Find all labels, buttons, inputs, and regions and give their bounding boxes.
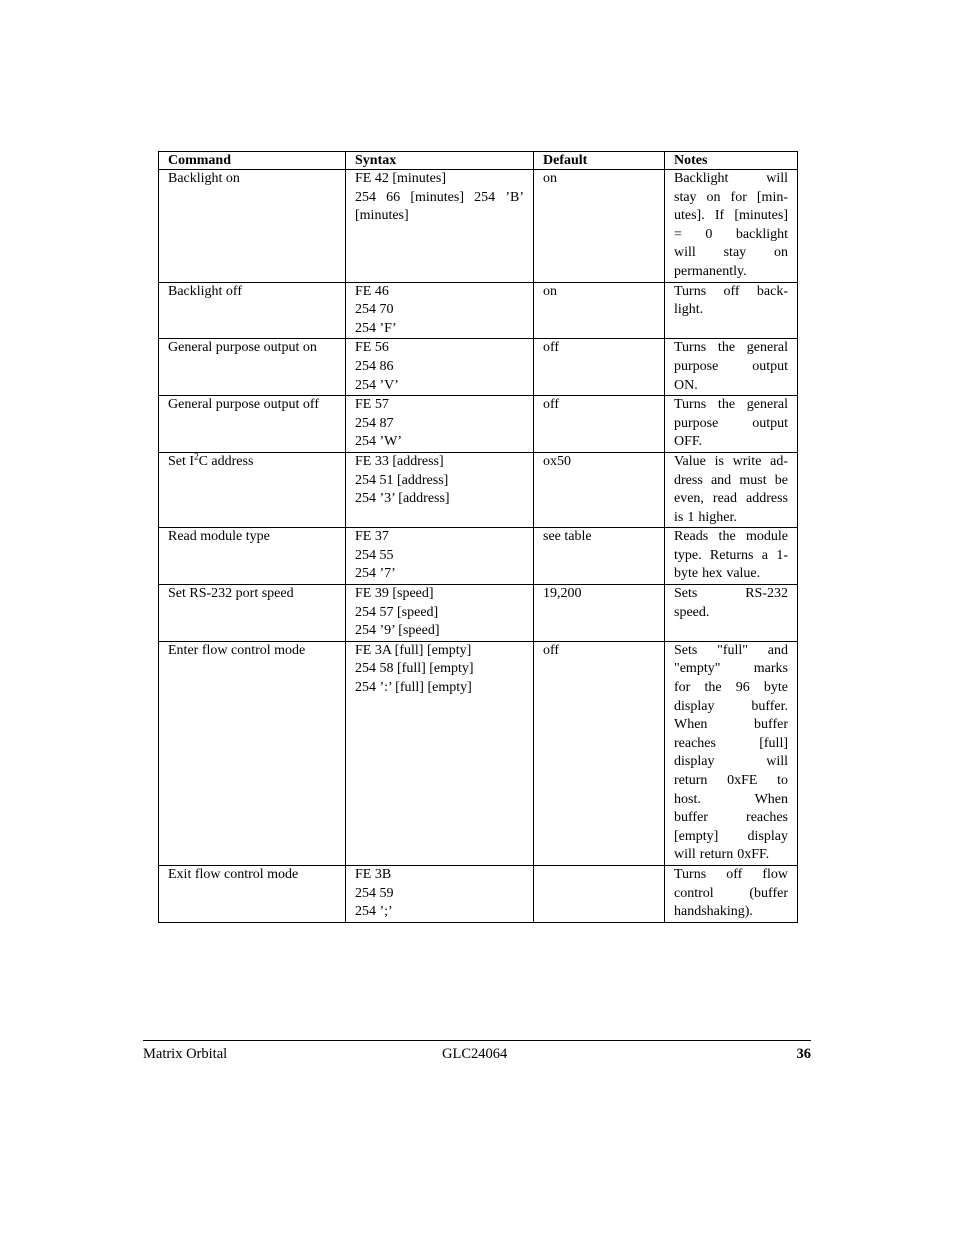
syntax-line: 254 ’;’: [355, 904, 393, 920]
notes-line: Value is write ad-: [674, 453, 788, 469]
command-text: C address: [198, 453, 254, 469]
syntax-line: 254 ’W’: [355, 434, 403, 450]
notes-line: byte hex value.: [674, 566, 761, 582]
command-cell: Backlight on: [159, 170, 346, 283]
syntax-line: FE 46: [355, 283, 389, 299]
notes-line: will return 0xFF.: [674, 847, 770, 863]
command-text: Set I: [168, 453, 195, 469]
footer-company: Matrix Orbital: [143, 1046, 228, 1062]
notes-line: will stay on: [674, 245, 788, 261]
command-cell: Enter flow control mode: [159, 641, 346, 865]
table-row: [159, 339, 798, 396]
default-cell: on: [534, 282, 665, 339]
syntax-cell: [346, 641, 534, 865]
syntax-line: 254 ’F’: [355, 320, 397, 336]
syntax-cell: [346, 170, 534, 283]
command-cell: Exit flow control mode: [159, 865, 346, 922]
syntax-line: 254 55: [355, 547, 394, 563]
syntax-cell: [346, 585, 534, 642]
syntax-line: 254 70: [355, 302, 394, 318]
notes-line: utes]. If [minutes]: [674, 208, 788, 224]
notes-line: is 1 higher.: [674, 509, 737, 525]
command-cell: [159, 452, 346, 527]
notes-cell: [665, 641, 798, 865]
header-command: Command: [159, 152, 346, 170]
page-number: 36: [796, 1046, 811, 1062]
notes-line: purpose output: [674, 358, 788, 374]
notes-line: "empty" marks: [674, 661, 788, 677]
notes-line: control (buffer: [674, 885, 788, 901]
syntax-line: 254 87: [355, 415, 394, 431]
command-cell: Backlight off: [159, 282, 346, 339]
command-cell: General purpose output on: [159, 339, 346, 396]
syntax-line: 254 ’3’ [address]: [355, 491, 450, 507]
syntax-line: FE 33 [address]: [355, 453, 444, 469]
command-superscript: 2: [194, 451, 199, 462]
command-cell: General purpose output off: [159, 396, 346, 453]
notes-cell: [665, 528, 798, 585]
default-cell: on: [534, 170, 665, 283]
syntax-cell: [346, 282, 534, 339]
syntax-line: FE 42 [minutes]: [355, 171, 446, 186]
notes-line: light.: [674, 302, 704, 318]
notes-line: reaches [full]: [674, 735, 788, 751]
notes-line: Turns the general: [674, 340, 788, 356]
table-row: [159, 452, 798, 527]
notes-line: Turns the general: [674, 397, 788, 413]
syntax-cell: [346, 865, 534, 922]
command-table: [158, 151, 798, 923]
syntax-line: 254 57 [speed]: [355, 604, 439, 620]
table-row: [159, 585, 798, 642]
syntax-line: 254 58 [full] [empty]: [355, 661, 474, 677]
notes-cell: [665, 282, 798, 339]
notes-line: display will: [674, 754, 788, 770]
notes-line: handshaking).: [674, 904, 753, 920]
syntax-cell: [346, 452, 534, 527]
table-row: [159, 865, 798, 922]
notes-line: permanently.: [674, 263, 747, 279]
syntax-line: 254 ’9’ [speed]: [355, 623, 440, 639]
syntax-line: 254 66 [minutes] 254 ’B’: [355, 189, 524, 205]
table-row: [159, 528, 798, 585]
footer-model: GLC24064: [442, 1046, 508, 1062]
table-row: [159, 282, 798, 339]
command-cell: Set RS-232 port speed: [159, 585, 346, 642]
notes-line: Reads the module: [674, 529, 788, 545]
notes-line: stay on for [min-: [674, 189, 788, 205]
default-cell: see table: [534, 528, 665, 585]
notes-line: Turns off flow: [674, 866, 788, 882]
notes-line: return 0xFE to: [674, 773, 788, 788]
default-cell: off: [534, 339, 665, 396]
table-row: [159, 641, 798, 865]
syntax-line: FE 3A [full] [empty]: [355, 642, 472, 658]
notes-line: even, read address: [674, 491, 788, 507]
notes-line: ON.: [674, 377, 698, 393]
default-cell: [534, 865, 665, 922]
notes-line: speed.: [674, 604, 710, 620]
syntax-line: FE 57: [355, 397, 389, 413]
syntax-cell: [346, 396, 534, 453]
notes-line: Backlight will: [674, 171, 788, 186]
default-cell: off: [534, 641, 665, 865]
command-cell: Read module type: [159, 528, 346, 585]
notes-line: Sets "full" and: [674, 642, 788, 658]
syntax-cell: [346, 528, 534, 585]
notes-line: display buffer.: [674, 698, 788, 714]
notes-line: = 0 backlight: [674, 226, 788, 242]
notes-line: type. Returns a 1-: [674, 547, 788, 563]
syntax-cell: [346, 339, 534, 396]
notes-cell: [665, 865, 798, 922]
syntax-line: FE 39 [speed]: [355, 586, 434, 602]
notes-cell: [665, 170, 798, 283]
notes-cell: [665, 452, 798, 527]
notes-line: purpose output: [674, 415, 788, 431]
syntax-line: 254 ’:’ [full] [empty]: [355, 680, 472, 696]
notes-line: When buffer: [674, 717, 788, 733]
notes-line: Turns off back-: [674, 283, 788, 299]
syntax-line: 254 51 [address]: [355, 472, 449, 488]
header-syntax: Syntax: [346, 152, 534, 170]
notes-line: [empty] display: [674, 828, 788, 844]
syntax-line: FE 56: [355, 340, 389, 356]
syntax-line: FE 3B: [355, 866, 392, 882]
syntax-line: 254 86: [355, 358, 394, 374]
default-cell: off: [534, 396, 665, 453]
syntax-line: FE 37: [355, 529, 389, 545]
notes-cell: [665, 396, 798, 453]
notes-line: Sets RS-232: [674, 586, 788, 602]
table-header-row: [159, 152, 798, 170]
notes-line: for the 96 byte: [674, 680, 788, 696]
notes-cell: [665, 585, 798, 642]
header-default: Default: [534, 152, 665, 170]
notes-line: dress and must be: [674, 472, 788, 488]
syntax-line: 254 59: [355, 885, 394, 901]
syntax-line: 254 ’V’: [355, 377, 399, 393]
syntax-line: [minutes]: [355, 208, 409, 224]
default-cell: 19,200: [534, 585, 665, 642]
notes-cell: [665, 339, 798, 396]
notes-line: OFF.: [674, 434, 703, 450]
table-row: [159, 396, 798, 453]
notes-line: host. When: [674, 791, 788, 807]
default-cell: ox50: [534, 452, 665, 527]
notes-line: buffer reaches: [674, 810, 788, 826]
footer-divider: [143, 1040, 811, 1041]
table-row: [159, 170, 798, 283]
syntax-line: 254 ’7’: [355, 566, 396, 582]
header-notes: Notes: [665, 152, 798, 170]
